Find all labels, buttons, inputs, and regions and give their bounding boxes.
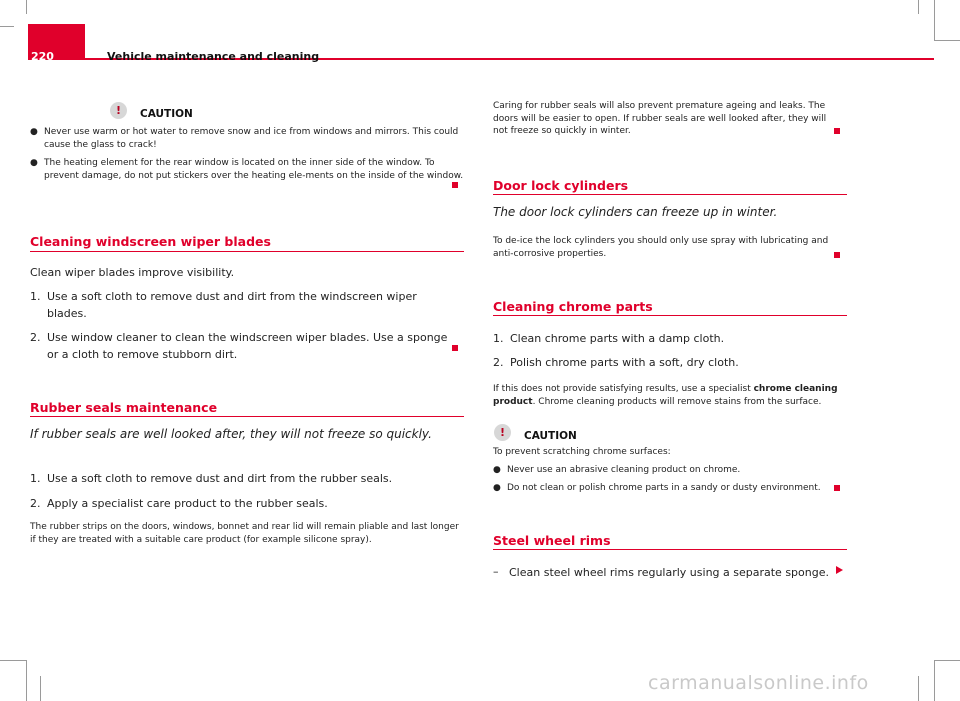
crop-mark xyxy=(26,660,27,701)
step-dash: – xyxy=(493,565,499,578)
chrome-note-post: . Chrome cleaning products will remove stains from the surface. xyxy=(532,396,822,407)
caution-label: CAUTION xyxy=(140,108,193,120)
caution-lead: To prevent scratching chrome surfaces: xyxy=(493,447,671,457)
bullet-icon: ● xyxy=(30,127,38,137)
caution-item-text: Never use an abrasive cleaning product on chrome. xyxy=(507,465,741,475)
step-number: 1. xyxy=(30,290,41,303)
bullet-icon: ● xyxy=(493,483,501,493)
caution-box-chrome xyxy=(494,424,614,446)
crop-mark xyxy=(40,676,41,701)
section-rule xyxy=(493,194,847,195)
step-text: Clean steel wheel rims regularly using a separate sponge. xyxy=(509,566,829,579)
bullet-icon: ● xyxy=(30,158,38,168)
chrome-note-bold: chrome cleaning product xyxy=(493,384,838,407)
section-rule xyxy=(30,416,464,417)
section-intro: The door lock cylinders can freeze up in winter. xyxy=(493,205,778,219)
step-text: Polish chrome parts with a soft, dry cloth. xyxy=(510,356,739,369)
section-end-mark xyxy=(452,182,458,188)
section-intro: If rubber seals are well looked after, they will not freeze so quickly. xyxy=(30,427,432,441)
bullet-icon: ● xyxy=(493,465,501,475)
step-text: Use window cleaner to clean the windscreen wiper blades. Use a sponge or a cloth to remove stubborn dirt. xyxy=(47,331,448,361)
crop-mark xyxy=(934,660,935,701)
chrome-note xyxy=(493,383,847,408)
step-number: 2. xyxy=(30,497,41,510)
caution-label: CAUTION xyxy=(524,430,577,442)
step-text: Use a soft cloth to remove dust and dirt from the windscreen wiper blades. xyxy=(47,290,417,320)
caution-item-text: Do not clean or polish chrome parts in a sandy or dusty environment. xyxy=(507,483,821,493)
section-title-wiper: Cleaning windscreen wiper blades xyxy=(30,234,271,249)
page-number: 220 xyxy=(31,50,54,63)
section-title-chrome: Cleaning chrome parts xyxy=(493,299,653,314)
section-rule xyxy=(30,251,464,252)
step-number: 2. xyxy=(30,331,41,344)
section-rule xyxy=(493,549,847,550)
crop-mark xyxy=(0,660,26,661)
crop-mark xyxy=(934,40,960,41)
section-end-mark xyxy=(834,128,840,134)
header-title: Vehicle maintenance and cleaning xyxy=(107,50,320,63)
caution-item-text: Never use warm or hot water to remove snow and ice from windows and mirrors. This could cause the glass to crack! xyxy=(44,127,459,150)
crop-mark xyxy=(918,676,919,701)
crop-mark xyxy=(934,660,960,661)
continue-arrow-icon xyxy=(836,566,843,574)
caution-item-text: The heating element for the rear window is located on the inner side of the window. To prevent damage, do not put stickers over the heating ele-ments on the inside of the window. xyxy=(44,158,464,181)
section-end-mark xyxy=(834,485,840,491)
section-end-mark xyxy=(834,252,840,258)
section-title-door-lock: Door lock cylinders xyxy=(493,178,629,193)
step-number: 1. xyxy=(493,332,504,345)
step-item xyxy=(30,329,464,365)
caution-box-windows xyxy=(110,102,230,124)
section-title-steel-rims: Steel wheel rims xyxy=(493,533,611,548)
step-item xyxy=(30,288,464,324)
step-text: Apply a specialist care product to the rubber seals. xyxy=(47,497,328,510)
door-lock-text: To de-ice the lock cylinders you should only use spray with lubricating and anti-corrosive properties. xyxy=(493,236,829,259)
exclamation-circle-icon: ! xyxy=(110,102,127,119)
crop-mark xyxy=(26,0,27,14)
crop-mark xyxy=(934,0,935,40)
chrome-note-pre: If this does not provide satisfying results, use a specialist xyxy=(493,384,754,394)
section-intro: Clean wiper blades improve visibility. xyxy=(30,266,235,279)
rubber-note: The rubber strips on the doors, windows, bonnet and rear lid will remain pliable and last longer if they are treated with a suitable care product (for example silicone spray). xyxy=(30,522,459,545)
step-number: 1. xyxy=(30,472,41,485)
crop-mark xyxy=(0,26,14,27)
section-title-rubber: Rubber seals maintenance xyxy=(30,400,218,415)
exclamation-circle-icon: ! xyxy=(494,424,511,441)
rubber-continuation: Caring for rubber seals will also prevent premature ageing and leaks. The doors will be easier to open. If rubber seals are well looked after, they will not freeze so quickly in winter. xyxy=(493,101,827,136)
watermark: carmanualsonline.info xyxy=(648,672,869,694)
step-number: 2. xyxy=(493,356,504,369)
step-text: Use a soft cloth to remove dust and dirt from the rubber seals. xyxy=(47,472,393,485)
section-end-mark xyxy=(452,345,458,351)
step-text: Clean chrome parts with a damp cloth. xyxy=(510,332,725,345)
section-rule xyxy=(493,315,847,316)
crop-mark xyxy=(918,0,919,14)
